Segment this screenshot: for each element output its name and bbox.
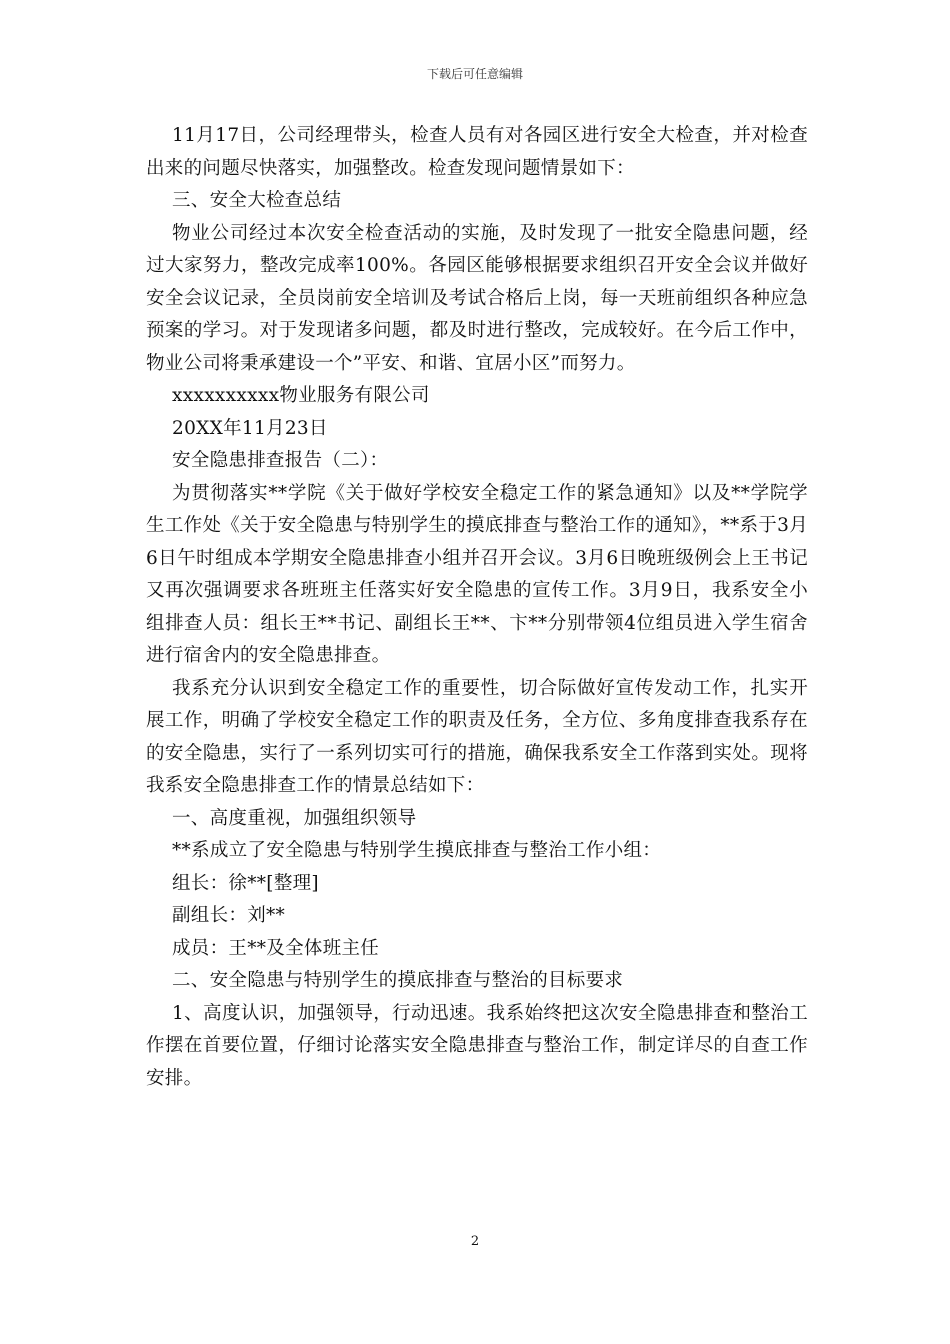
report-title-2: 安全隐患排查报告（二）： xyxy=(172,450,389,471)
paragraph-summary-body: 物业公司经过本次安全检查活动的实施，及时发现了一批安全隐患问题，经过大家努力，整改完成率100%。各园区能够根据要求组织召开安全会议并做好安全会议记录，全员岗前安全培训及考试合格后上岗，每一天班前组织各种应急预案的学习。对于发现诸多问题，都及时进行整改，完成较好。在今后工作中，物业公司将秉承建设一个”平安、和谐、宜居小区”而努力。 xyxy=(146,222,808,374)
group-deputy-leader: 副组长：刘** xyxy=(172,905,286,926)
document-body xyxy=(146,120,808,1095)
page-number: 2 xyxy=(470,1234,480,1249)
signature-company: xxxxxxxxxx物业服务有限公司 xyxy=(172,385,430,406)
paragraph-working-group: **系成立了安全隐患与特别学生摸底排查与整治工作小组： xyxy=(172,840,662,861)
heading-goals: 二、安全隐患与特别学生的摸底排查与整治的目标要求 xyxy=(172,970,624,991)
paragraph-awareness: 我系充分认识到安全稳定工作的重要性，切合际做好宣传发动工作，扎实开展工作，明确了学校安全稳定工作的职责及任务，全方位、多角度排查我系存在的安全隐患，实行了一系列切实可行的措施，确保我系安全工作落到实处。现将我系安全隐患排查工作的情景总结如下： xyxy=(146,677,808,796)
page-header: 下载后可任意编辑 xyxy=(426,67,523,81)
group-leader: 组长：徐**[整理] xyxy=(172,872,319,894)
paragraph-inspection-date: 11月17日，公司经理带头，检查人员有对各园区进行安全大检查，并对检查出来的问题尽快落实，加强整改。检查发现问题情景如下： xyxy=(146,125,808,179)
group-members: 成员：王**及全体班主任 xyxy=(172,937,380,959)
heading-safety-summary: 三、安全大检查总结 xyxy=(172,190,342,211)
paragraph-goal-1: 1、高度认识，加强领导，行动迅速。我系始终把这次安全隐患排查和整治工作摆在首要位置，仔细讨论落实安全隐患排查与整治工作，制定详尽的自查工作安排。 xyxy=(146,1002,808,1089)
signature-date: 20XX年11月23日 xyxy=(172,417,328,439)
paragraph-implementation: 为贯彻落实**学院《关于做好学校安全稳定工作的紧急通知》以及**学院学生工作处《关于安全隐患与特别学生的摸底排查与整治工作的通知》，**系于3月6日午时组成本学期安全隐患排查小组并召开会议。3月6日晚班级例会上王书记又再次强调要求各班班主任落实好安全隐患的宣传工作。3月9日，我系安全小组排查人员：组长王**书记、副组长王**、卞**分别带领4位组员进入学生宿舍进行宿舍内的安全隐患排查。 xyxy=(146,482,808,666)
heading-organization: 一、高度重视，加强组织领导 xyxy=(172,807,417,829)
